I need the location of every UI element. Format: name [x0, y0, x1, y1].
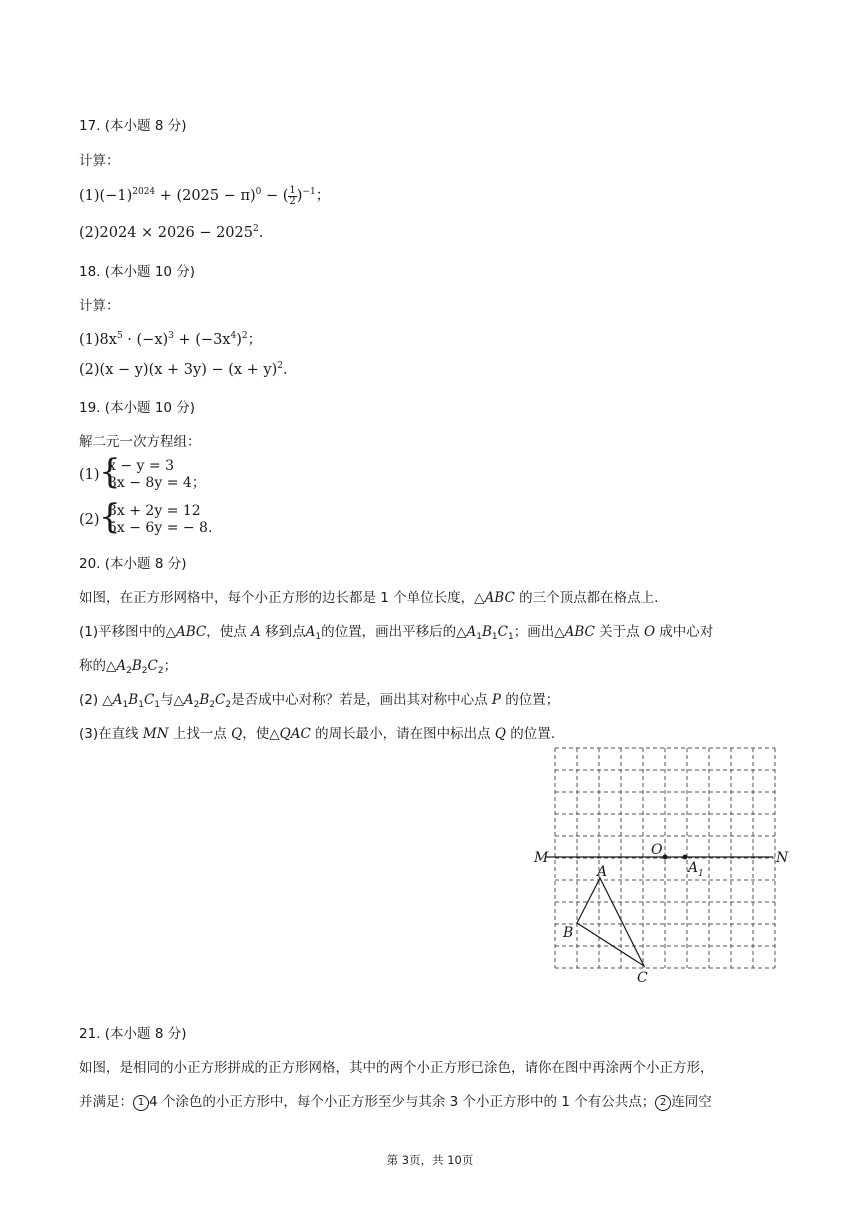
label-a1: A [688, 860, 699, 876]
q20-part3: (3)在直线 MN 上找一点 Q，使△QAC 的周长最小，请在图中标出点 Q 的位置. [79, 726, 556, 742]
q17-part2: $(2)2024 \times 2026 - 2025^2$. [79, 224, 264, 241]
q18-instruction: 计算： [79, 298, 120, 314]
q19-system1 [108, 458, 206, 492]
label-a: A [597, 864, 608, 880]
q19-system2-eq1: 3x + 2y = 12 [108, 503, 201, 519]
q19-instruction: 解二元一次方程组： [79, 434, 201, 450]
q17-instruction: 计算： [79, 153, 120, 169]
q19-system2-brace: { [99, 497, 121, 537]
q21-line1: 如图，是相同的小正方形拼成的正方形网格，其中的两个小正方形已涂色，请你在图中再涂两个小正方形， [79, 1060, 714, 1076]
fraction-one-half: $\frac{1}{2}$ [289, 184, 296, 207]
q20-header: 20. (本小题 8 分) [79, 556, 187, 572]
q20-part2: (2) $\triangle A_1B_1C_1$与$\triangle A_2B_2C_2$是否成中心对称？若是，画出其对称中心点 P 的位置； [79, 692, 560, 710]
q19-system1-brace: { [99, 452, 121, 492]
point-a1 [683, 855, 688, 860]
q21-line2: 并满足： 1 4 个涂色的小正方形中，每个小正方形至少与其余 3 个小正方形中的 1 个有公共点； 2 连同空 [79, 1094, 712, 1110]
label-o: O [651, 842, 663, 858]
q18-header: 18. (本小题 10 分) [79, 264, 196, 280]
q19-system2-eq2: 5x − 6y = − 8. [108, 520, 213, 536]
circled-number-1: 1 [133, 1095, 149, 1111]
circled-number-2: 2 [655, 1095, 671, 1111]
q19-system1-eq1: x − y = 3 [108, 458, 174, 474]
q20-part1: (1)平移图中的△ABC，使点 A 移到点$A_1$的位置，画出平移后的$\triangle A_1B_1C_1$；画出△ABC 关于点 O 成中心对 [79, 624, 714, 642]
label-n: N [776, 850, 789, 866]
q19-header: 19. (本小题 10 分) [79, 400, 196, 416]
label-b: B [563, 925, 574, 941]
q17-header: 17. (本小题 8 分) [79, 118, 187, 134]
q19-system1-label: (1) [79, 467, 100, 483]
q19-system1-eq2: 3x − 8y = 4； [108, 475, 206, 491]
q18-part2: $(2)(x - y)(x + 3y) - (x + y)^2$. [79, 361, 288, 378]
q20-part1-cont: 称的$\triangle A_2B_2C_2$； [79, 658, 178, 676]
point-o [663, 855, 668, 860]
q19-system2 [108, 503, 212, 537]
q21-header: 21. (本小题 8 分) [79, 1026, 187, 1042]
q20-intro: 如图，在正方形网格中，每个小正方形的边长都是 1 个单位长度，△ABC 的三个顶点都在格点上. [79, 590, 659, 606]
page-footer: 第 3页，共 10页 [386, 1153, 474, 1167]
q19-system2-label: (2) [79, 512, 100, 528]
label-c: C [637, 970, 648, 986]
label-m: M [534, 850, 549, 866]
q20-grid-figure [530, 744, 800, 989]
label-a1-sub: 1 [698, 869, 704, 879]
q18-part1: $(1)8x^5 \cdot (-x)^3 + (-3x^4)^2$； [79, 331, 263, 348]
triangle-abc [577, 878, 644, 966]
q17-part1: $(1)(-1)^{2024} + (2025 - \pi)^0$ − ( $\frac{1}{2}$ )$^{-1}$； [79, 184, 331, 207]
